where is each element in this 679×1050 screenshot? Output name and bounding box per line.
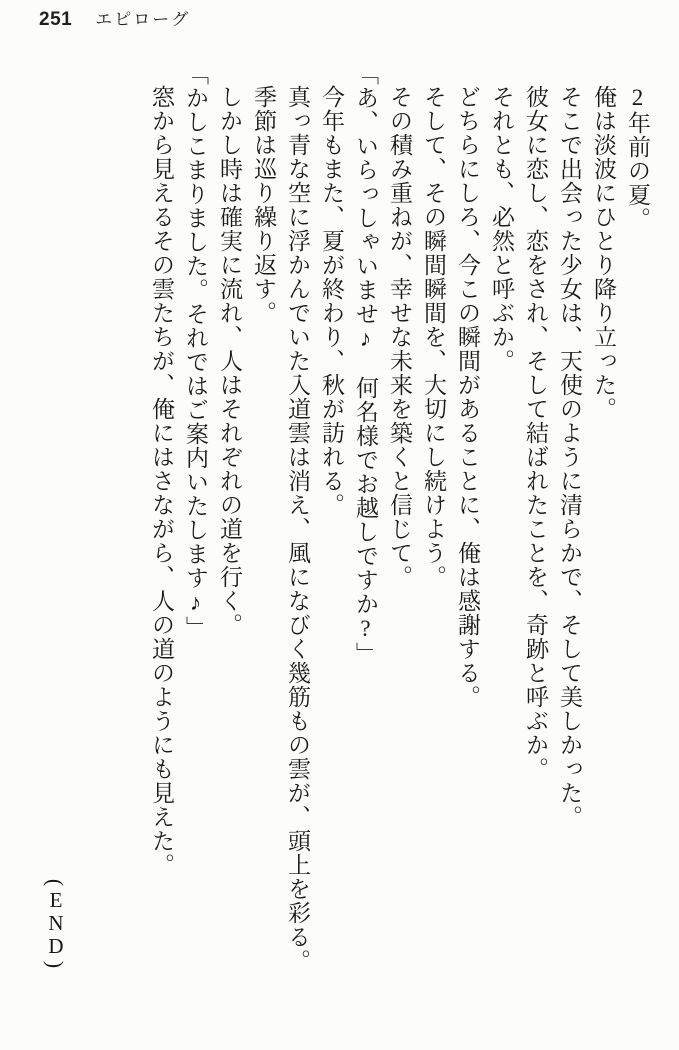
end-mark-letter: E: [49, 888, 63, 912]
paragraph: 2年前の夏。: [625, 85, 650, 231]
end-mark-letter: N: [48, 911, 64, 935]
end-mark-open-paren: (: [43, 878, 69, 887]
paragraph: 彼女に恋し、恋をされ、そして結ばれたことを、奇跡と呼ぶか。: [523, 85, 548, 781]
page-header: [39, 5, 190, 31]
paragraph: 今年もまた、夏が終わり、秋が訪れる。: [319, 85, 344, 517]
paragraph: しかし時は確実に流れ、人はそれぞれの道を行く。: [217, 85, 242, 637]
end-mark-close-paren: ): [43, 960, 69, 969]
paragraph: そこで出会った少女は、天使のように清らかで、そして美しかった。: [557, 85, 582, 829]
paragraph: それとも、必然と呼ぶか。: [489, 85, 514, 373]
paragraph: どちらにしろ、今この瞬間があることに、俺は感謝する。: [455, 85, 480, 709]
paragraph-dialogue: 「あ、いらっしゃいませ♪ 何名様でお越しですか?」: [353, 62, 378, 666]
paragraph: 真っ青な空に浮かんでいた入道雲は消え、風になびく幾筋もの雲が、頭上を彩る。: [285, 85, 310, 973]
paragraph: その積み重ねが、幸せな未来を築くと信じて。: [387, 85, 412, 589]
end-mark: [40, 876, 72, 971]
page-number: 251: [39, 9, 73, 30]
paragraph: 俺は淡波にひとり降り立った。: [591, 85, 616, 421]
paragraph: そして、その瞬間瞬間を、大切にし続けよう。: [421, 85, 446, 589]
end-mark-letter: D: [48, 934, 64, 958]
paragraph-dialogue: 「かしこまりました。それではご案内いたします♪」: [183, 62, 208, 640]
paragraph: 窓から見えるその雲たちが、俺にはさながら、人の道のようにも見えた。: [149, 85, 174, 877]
chapter-title: エピローグ: [95, 10, 191, 29]
paragraph: 季節は巡り繰り返す。: [251, 85, 276, 325]
body-text: [140, 62, 654, 974]
